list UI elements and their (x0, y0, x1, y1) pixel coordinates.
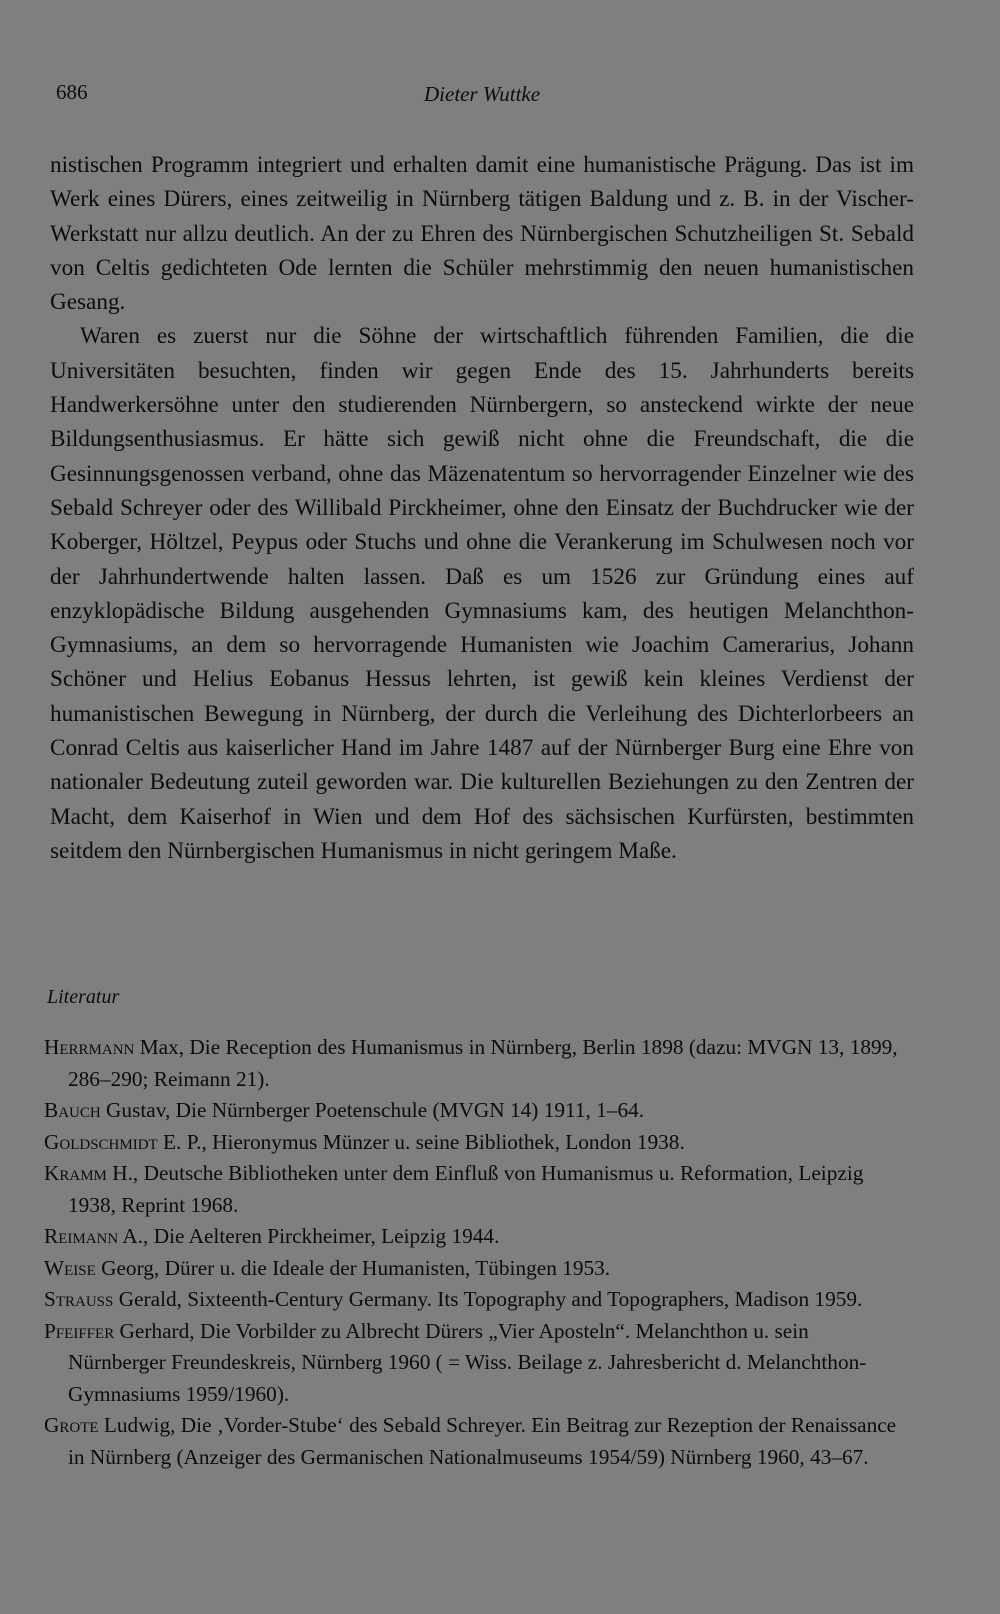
bibliography-entry (44, 1253, 910, 1285)
entry-text: Gerhard, Die Vorbilder zu Albrecht Dürers „Vier Aposteln“. Melanchthon u. sein Nürnberger Freundeskreis, Nürnberg 1960 ( = Wiss. Beilage z. Jahresbericht d. Melanchthon-Gymnasiums 1959/1960). (68, 1318, 867, 1406)
paragraph: nistischen Programm integriert und erhalten damit eine humanistische Prägung. Das ist im Werk eines Dürers, eines zeitweilig in Nürnberg tätigen Baldung und z. B. in der Vischer-Werkstatt nur allzu deutlich. An der zu Ehren des Nürnbergischen Schutzheiligen St. Sebald von Celtis gedichteten Ode lernten die Schüler mehrstimmig den neuen humanistischen Gesang. (50, 152, 914, 316)
entry-author: Weise (44, 1255, 96, 1280)
bibliography-entry (44, 1410, 910, 1473)
entry-text: A., Die Aelteren Pirckheimer, Leipzig 1944. (118, 1224, 500, 1248)
bibliography-entry (44, 1095, 910, 1127)
entry-text: Ludwig, Die ‚Vorder-Stube‘ des Sebald Schreyer. Ein Beitrag zur Rezeption der Renaissance in Nürnberg (Anzeiger des Germanischen Nationalmuseums 1954/59) Nürnberg 1960, 43–67. (68, 1413, 897, 1469)
paragraph: Waren es zuerst nur die Söhne der wirtschaftlich führenden Familien, die die Universitäten besuchten, finden wir gegen Ende des 15. Jahrhunderts bereits Handwerkersöhne unter den studierenden Nürnbergern, so ansteckend wirkte der neue Bildungsenthusiasmus. Er hätte sich gewiß nicht ohne die Freundschaft, die die Gesinnungsgenossen verband, ohne das Mäzenatentum so hervorragender Einzelner wie des Sebald Schreyer oder des Willibald Pirckheimer, ohne den Einsatz der Buchdrucker wie der Koberger, Höltzel, Peypus oder Stuchs und ohne die Verankerung im Schulwesen noch vor der Jahrhundertwende halten lassen. Daß es um 1526 zur Gründung eines auf enzyklopädische Bildung ausgehenden Gymnasiums kam, des heutigen Melanchthon-Gymnasiums, an dem so hervorragende Humanisten wie Joachim Camerarius, Johann Schöner und Helius Eobanus Hessus lehrten, ist gewiß kein kleines Verdienst der humanistischen Bewegung in Nürnberg, der durch die Verleihung des Dichterlorbeers an Conrad Celtis aus kaiserlicher Hand im Jahre 1487 auf der Nürnberger Burg eine Ehre von nationaler Bedeutung zuteil geworden war. Die kulturellen Beziehungen zu den Zentren der Macht, dem Kaiserhof in Wien und dem Hof des sächsischen Kurfürsten, bestimmten seitdem den Nürnbergischen Humanismus in nicht geringem Maße. (50, 323, 914, 864)
entry-text: H., Deutsche Bibliotheken unter dem Einfluß von Humanismus u. Reformation, Leipzig 1938, Reprint 1968. (68, 1161, 864, 1217)
running-head: Dieter Wuttke (424, 82, 541, 106)
entry-text: Gustav, Die Nürnberger Poetenschule (MVGN 14) 1911, 1–64. (100, 1098, 645, 1122)
body-text (50, 148, 914, 868)
literature-heading: Literatur (47, 986, 120, 1008)
entry-author: Goldschmidt (44, 1129, 158, 1154)
bibliography-entry (44, 1221, 910, 1253)
page-header (56, 80, 916, 112)
entry-author: Kramm (44, 1161, 107, 1185)
entry-author: Strauss (44, 1287, 114, 1311)
entry-text: Gerald, Sixteenth-Century Germany. Its Topography and Topographers, Madison 1959. (113, 1287, 863, 1311)
entry-author: Grote (44, 1413, 99, 1437)
bibliography-entry (44, 1284, 910, 1316)
bibliography-entry (44, 1316, 910, 1411)
bibliography-entry (44, 1032, 910, 1095)
entry-author: Bauch (44, 1098, 101, 1122)
page-number: 686 (56, 80, 88, 104)
entry-text: E. P., Hieronymus Münzer u. seine Bibliothek, London 1938. (157, 1129, 685, 1154)
bibliography-list (44, 1032, 910, 1473)
entry-author: Herrmann (44, 1035, 135, 1059)
entry-text: Georg, Dürer u. die Ideale der Humanisten, Tübingen 1953. (95, 1255, 611, 1280)
bibliography-entry (44, 1158, 910, 1221)
entry-author: Pfeiffer (44, 1318, 115, 1343)
bibliography-entry (44, 1127, 910, 1159)
entry-author: Reimann (44, 1224, 119, 1248)
entry-text: Max, Die Reception des Humanismus in Nürnberg, Berlin 1898 (dazu: MVGN 13, 1899, 286–290; Reimann 21). (68, 1035, 898, 1091)
